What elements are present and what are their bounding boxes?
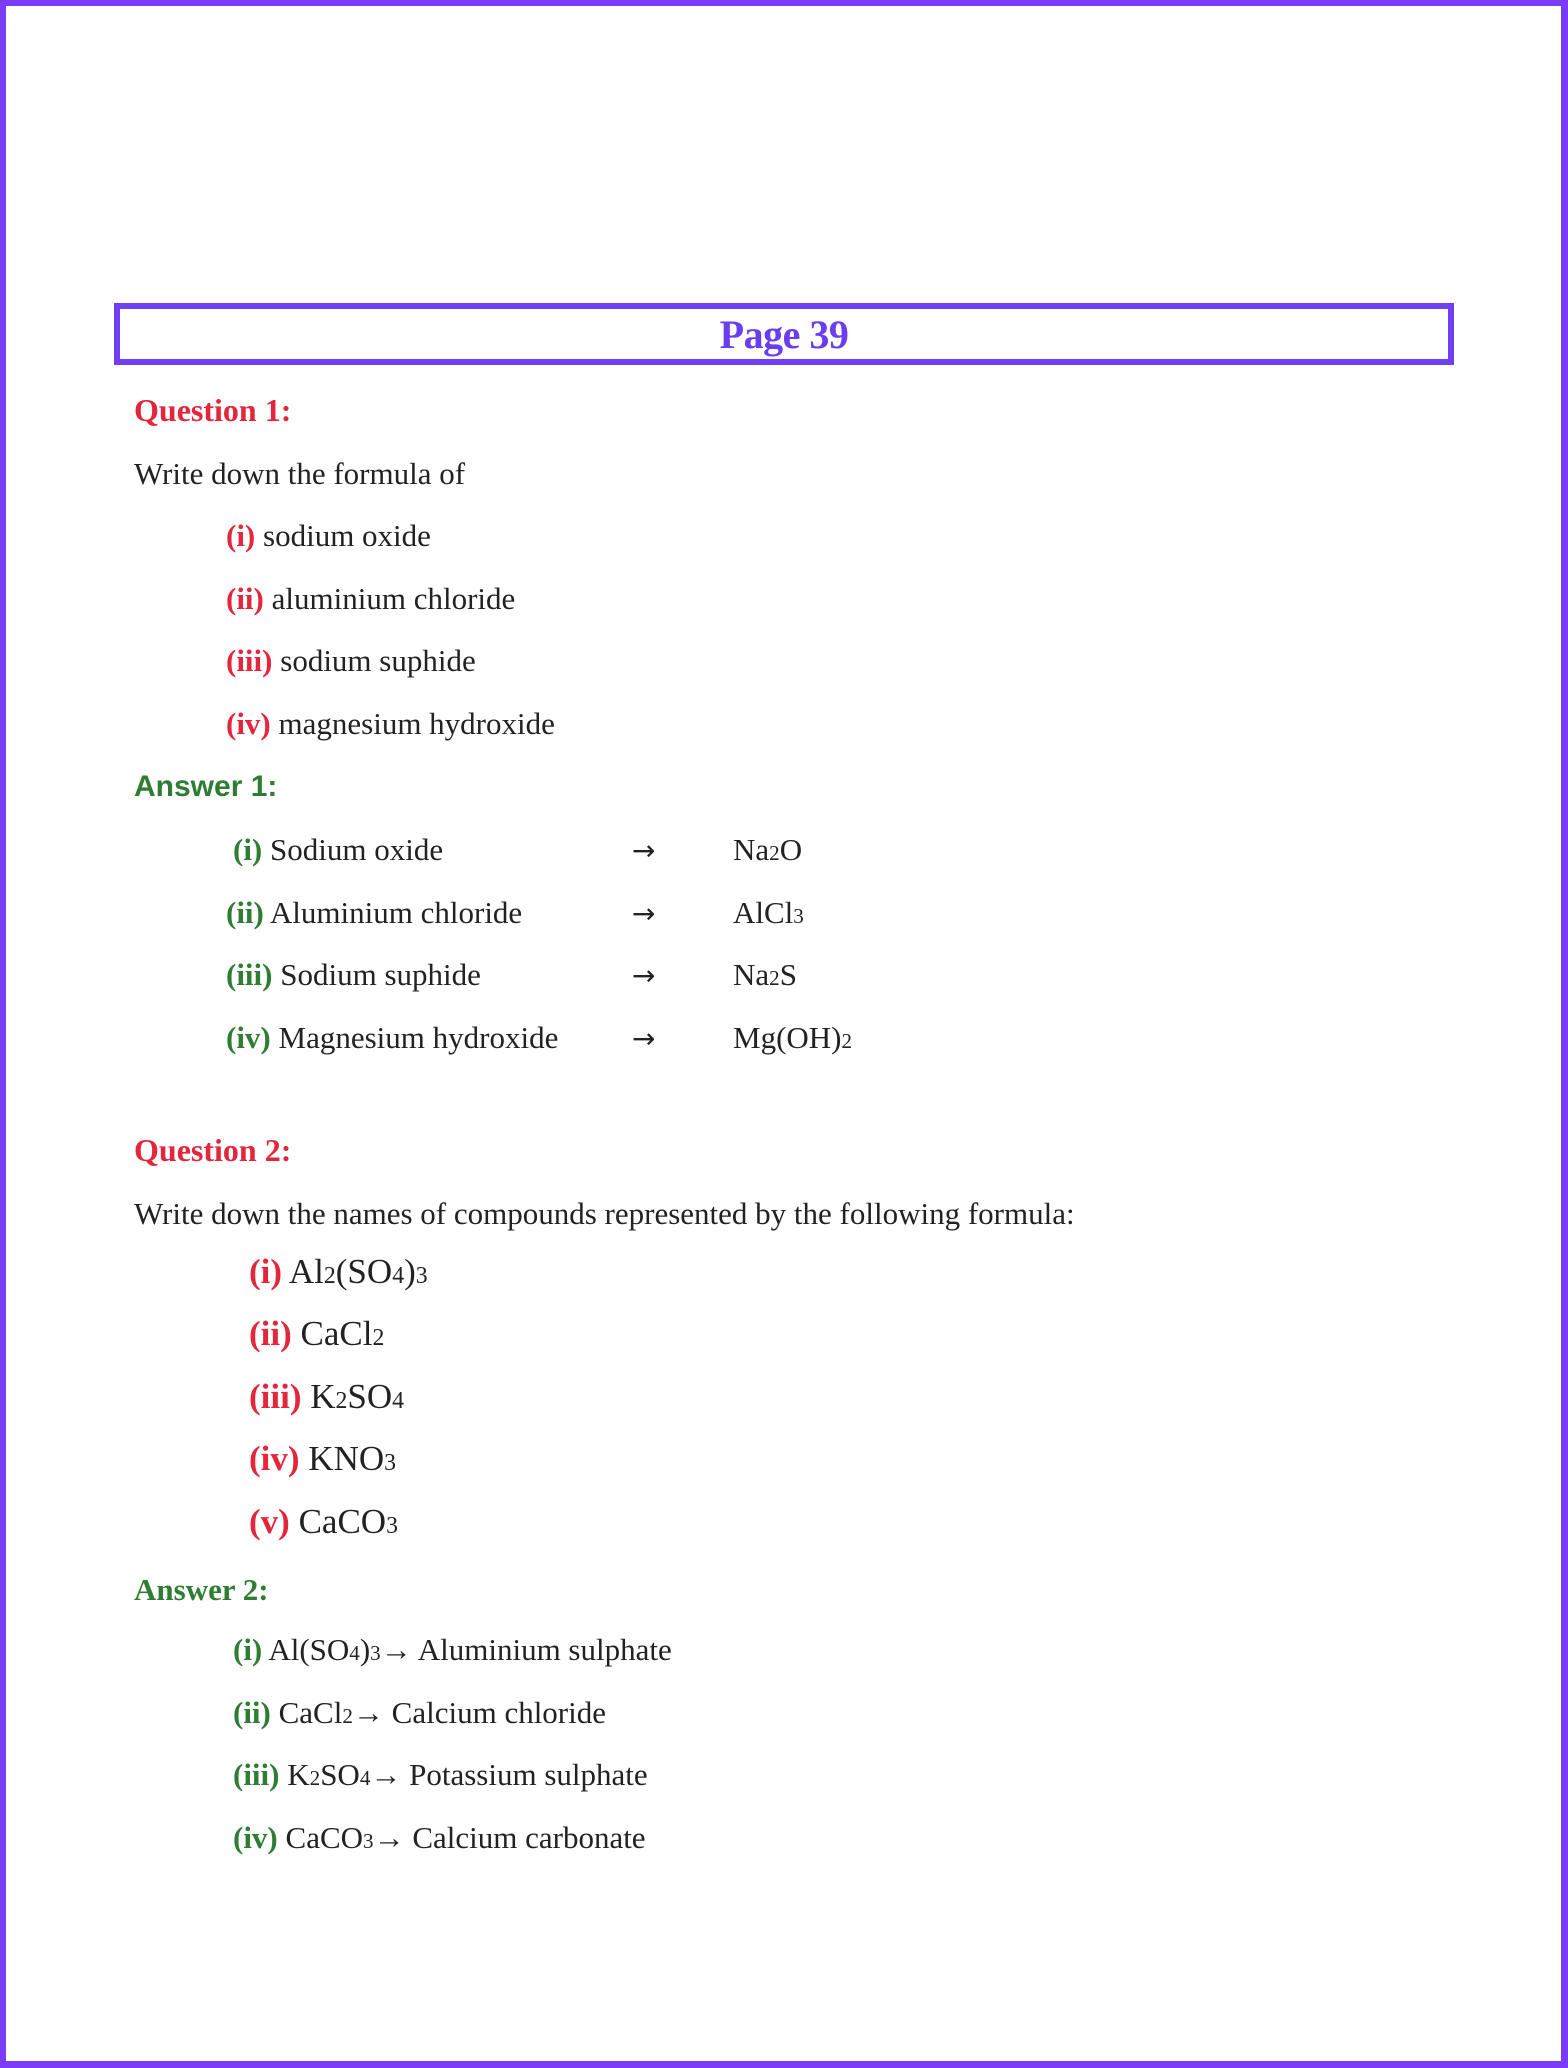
compound-name: Sodium suphide [280,957,481,992]
chemical-formula: K2SO4 [287,1757,371,1792]
chemical-formula: Na2S [733,957,797,992]
item-number: (v) [249,1502,290,1541]
arrow-icon: → [373,1820,405,1855]
item-number: (iv) [233,1820,278,1855]
item-number: (i) [249,1252,283,1291]
item-number: (i) [233,832,263,867]
item-number: (iii) [233,1757,280,1792]
chemical-formula: AlCl3 [733,895,804,930]
answer-2-row [233,1757,648,1793]
chemical-formula: CaCO3 [285,1820,374,1855]
chemical-formula: KNO3 [308,1439,397,1478]
arrow-icon: → [352,1695,384,1730]
item-text: magnesium hydroxide [278,706,555,741]
chemical-formula: Na2O [733,832,803,867]
answer-1-heading: Answer 1: [134,770,278,803]
arrow-icon: → [632,897,656,930]
answer-1-row-formula [733,957,797,993]
item-number: (i) [233,1632,263,1667]
chemical-formula: Al2(SO4)3 [288,1252,428,1291]
item-number: (ii) [249,1314,292,1353]
item-number: (i) [226,518,256,553]
question-2-item [249,1439,396,1479]
chemical-formula: CaCl2 [300,1314,385,1353]
chemical-formula: K2SO4 [310,1377,405,1416]
chemical-formula: CaCO3 [298,1502,398,1541]
chemical-formula: CaCl2 [278,1695,353,1730]
item-number: (ii) [233,1695,271,1730]
question-2-item [249,1377,404,1417]
answer-2-row [233,1632,672,1668]
answer-2-row [233,1820,646,1856]
compound-name: Sodium oxide [270,832,444,867]
arrow-icon: → [632,1022,656,1055]
answer-1-row-name [233,832,443,868]
compound-name: Magnesium hydroxide [278,1020,559,1055]
question-1-item [226,581,515,617]
question-1-item [226,706,555,742]
item-text: sodium suphide [280,643,476,678]
item-text: sodium oxide [263,518,431,553]
page-title-banner [114,303,1454,365]
question-1-item [226,643,476,679]
page-title: Page 39 [719,311,849,357]
question-2-item [249,1252,428,1292]
chemical-formula: Mg(OH)2 [733,1020,853,1055]
question-1-item [226,518,431,554]
question-2-prompt: Write down the names of compounds represented by the following formula: [134,1196,1075,1231]
answer-1-row-name [226,895,522,931]
item-number: (iv) [226,1020,271,1055]
answer-1-row-name [226,957,481,993]
question-2-item [249,1502,398,1542]
item-number: (iii) [249,1377,302,1416]
item-number: (iv) [226,706,271,741]
item-number: (ii) [226,895,264,930]
chemical-formula: Al(SO4)3 [268,1632,381,1667]
item-number: (ii) [226,581,264,616]
question-2-item [249,1314,384,1354]
arrow-icon: → [380,1632,412,1667]
answer-1-row-name [226,1020,558,1056]
answer-2-row [233,1695,606,1731]
compound-name: Potassium sulphate [409,1757,648,1792]
item-text: aluminium chloride [271,581,516,616]
arrow-icon: → [370,1757,402,1792]
question-1-heading: Question 1: [134,392,292,428]
compound-name: Calcium carbonate [412,1820,646,1855]
compound-name: Aluminium chloride [269,895,523,930]
compound-name: Calcium chloride [391,1695,607,1730]
answer-2-heading: Answer 2: [134,1572,269,1607]
answer-1-row-formula [733,832,802,868]
answer-1-row-formula [733,1020,852,1056]
arrow-icon: → [632,959,656,992]
item-number: (iii) [226,643,273,678]
arrow-icon: → [632,834,656,867]
question-2-heading: Question 2: [134,1132,292,1168]
answer-1-row-formula [733,895,804,931]
question-1-prompt: Write down the formula of [134,456,466,491]
item-number: (iii) [226,957,273,992]
item-number: (iv) [249,1439,300,1478]
compound-name: Aluminium sulphate [417,1632,672,1667]
